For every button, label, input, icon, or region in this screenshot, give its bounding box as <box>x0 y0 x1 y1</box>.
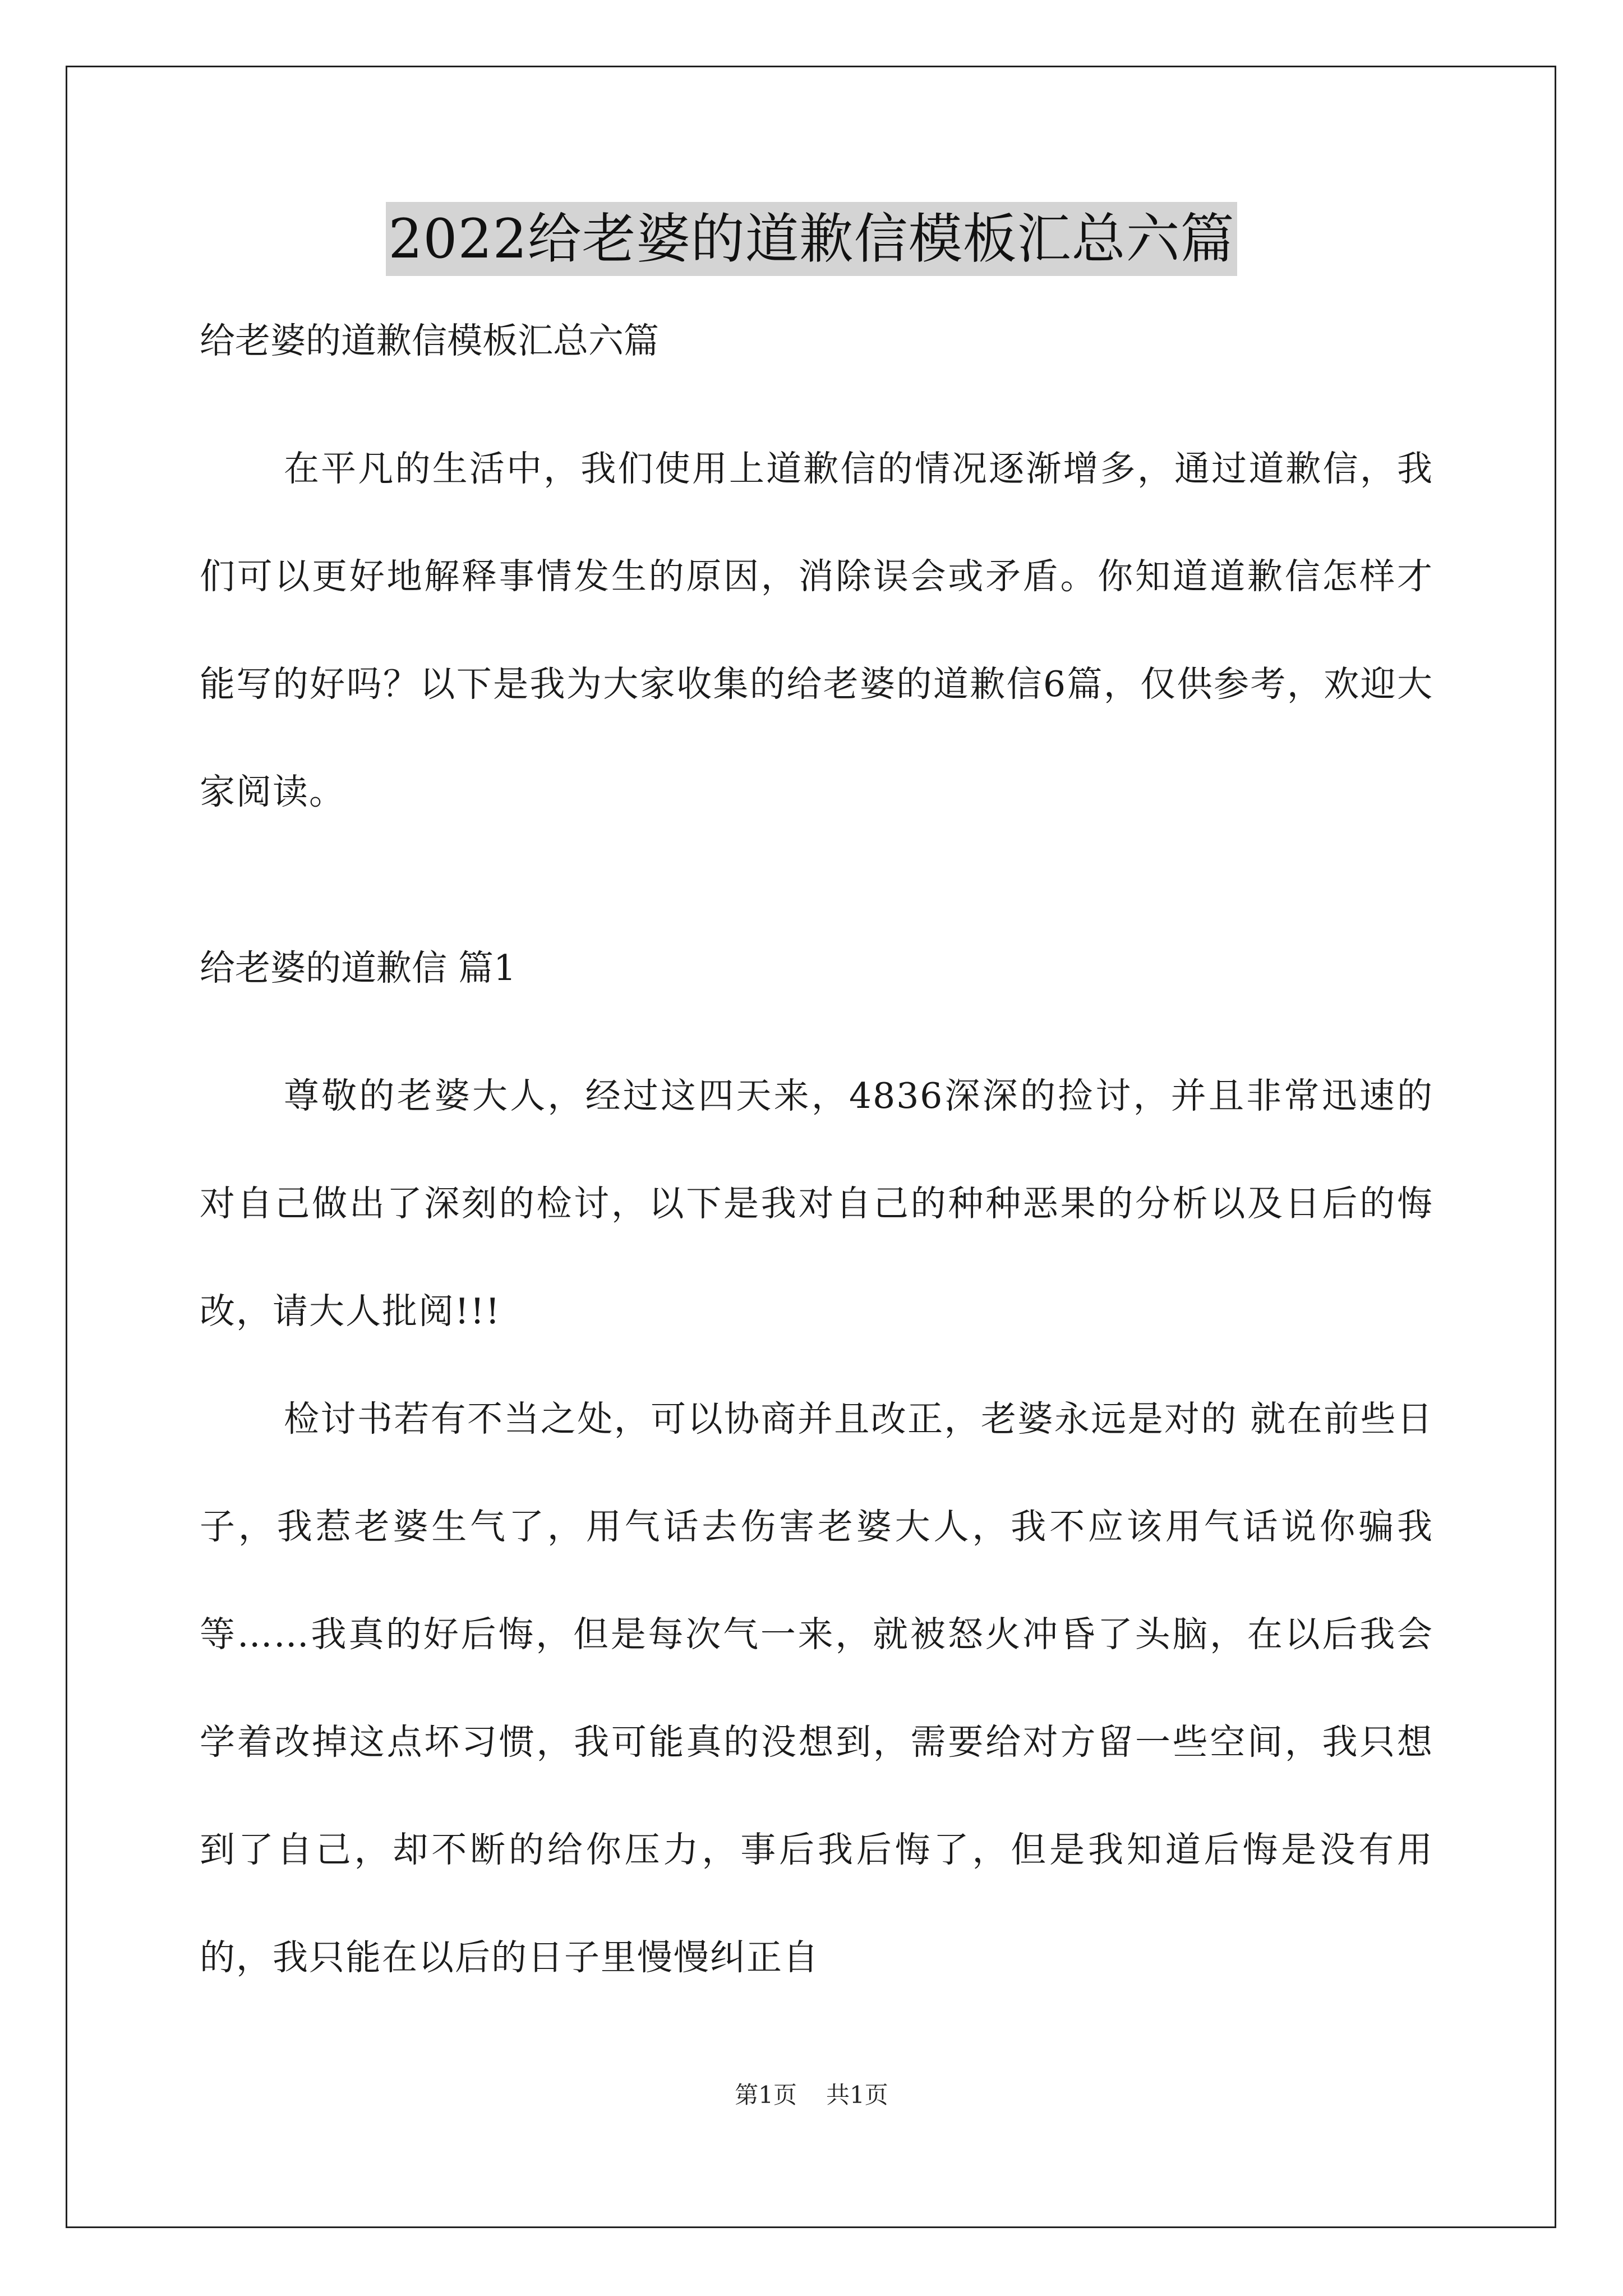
document-subtitle: 给老婆的道歉信模板汇总六篇 <box>200 320 659 361</box>
body-paragraph: 尊敬的老婆大人，经过这四天来，4836深深的捡讨，并且非常迅速的对自己做出了深刻的检讨，以下是我对自己的种种恶果的分析以及日后的悔改，请大人批阅!!! <box>200 1075 1433 1332</box>
document-title: 2022给老婆的道歉信模板汇总六篇 <box>386 202 1237 276</box>
document-body <box>200 314 1433 2012</box>
section-heading: 给老婆的道歉信 篇1 <box>200 947 517 988</box>
page-total: 共1页 <box>826 2081 888 2109</box>
body-paragraph: 检讨书若有不当之处，可以协商并且改正，老婆永远是对的 就在前些日子，我惹老婆生气了，用气话去伤害老婆大人，我不应该用气话说你骗我等……我真的好后悔，但是每次气一来，就被怒火冲昏了头脑，在以后我会学着改掉这点坏习惯，我可能真的没想到，需要给对方留一些空间，我只想到了自己，却不断的给你压力，事后我后悔了，但是我知道后悔是没有用的，我只能在以后的日子里慢慢纠正自 <box>200 1398 1433 1978</box>
page-footer <box>0 2078 1623 2112</box>
page-number: 第1页 <box>735 2081 797 2109</box>
title-container <box>0 202 1623 276</box>
intro-paragraph: 在平凡的生活中，我们使用上道歉信的情况逐渐增多，通过道歉信，我们可以更好地解释事情发生的原因，消除误会或矛盾。你知道道歉信怎样才能写的好吗？以下是我为大家收集的给老婆的道歉信6篇，仅供参考，欢迎大家阅读。 <box>200 448 1433 812</box>
